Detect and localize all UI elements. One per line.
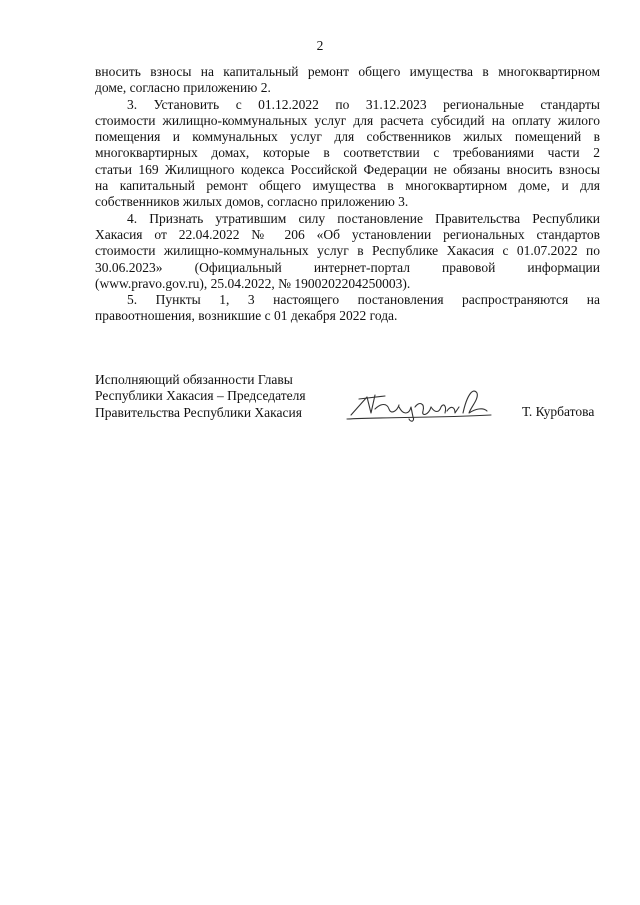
handwritten-signature	[345, 385, 495, 425]
text-line: 5. Пункты 1, 3 настоящего постановления распространяются на	[127, 292, 600, 308]
page-number: 2	[316, 38, 324, 53]
signatory-title	[95, 372, 306, 421]
text-line: 30.06.2023» (Официальный интернет-портал правовой информации	[95, 259, 600, 275]
signatory-name: Т. Курбатова	[522, 404, 595, 419]
text-line: доме, согласно приложению 2.	[95, 80, 271, 96]
text-line: стоимости жилищно-коммунальных услуг для расчета субсидий на оплату жилого	[95, 112, 600, 128]
text-line: Хакасия от 22.04.2022 № 206 «Об установлении региональных стандартов	[95, 226, 600, 242]
text-line: вносить взносы на капитальный ремонт общего имущества в многоквартирном	[95, 64, 600, 79]
signatory-title-line: Республики Хакасия – Председателя	[95, 388, 306, 404]
text-line: на капитальный ремонт общего имущества в многоквартирном доме, и для	[95, 178, 600, 194]
text-line: статьи 169 Жилищного кодекса Российской Федерации не обязаны вносить взносы	[95, 161, 600, 177]
text-line: правоотношения, возникшие с 01 декабря 2022 года.	[95, 308, 398, 324]
text-line: 4. Признать утратившим силу постановление Правительства Республики	[127, 210, 600, 226]
paragraph-continuation	[95, 64, 600, 97]
paragraph-5	[95, 292, 600, 325]
paragraph-4	[95, 211, 600, 292]
text-line: (www.pravo.gov.ru), 25.04.2022, № 1900202204250003).	[95, 275, 411, 291]
text-line: собственников жилых домов, согласно приложению 3.	[95, 194, 409, 210]
document-body	[95, 64, 600, 325]
signatory-title-line: Исполняющий обязанности Главы	[95, 372, 293, 387]
text-line: стоимости жилищно-коммунальных услуг в Республике Хакасия с 01.07.2022 по	[95, 243, 600, 259]
text-line: помещения и коммунальных услуг для собственников жилых помещений в	[95, 129, 600, 145]
text-line: 3. Установить с 01.12.2022 по 31.12.2023 региональные стандарты	[127, 96, 600, 112]
signatory-title-line: Правительства Республики Хакасия	[95, 404, 302, 420]
text-line: многоквартирных домах, которые в соответствии с требованиями части 2	[95, 145, 600, 161]
paragraph-3	[95, 97, 600, 211]
